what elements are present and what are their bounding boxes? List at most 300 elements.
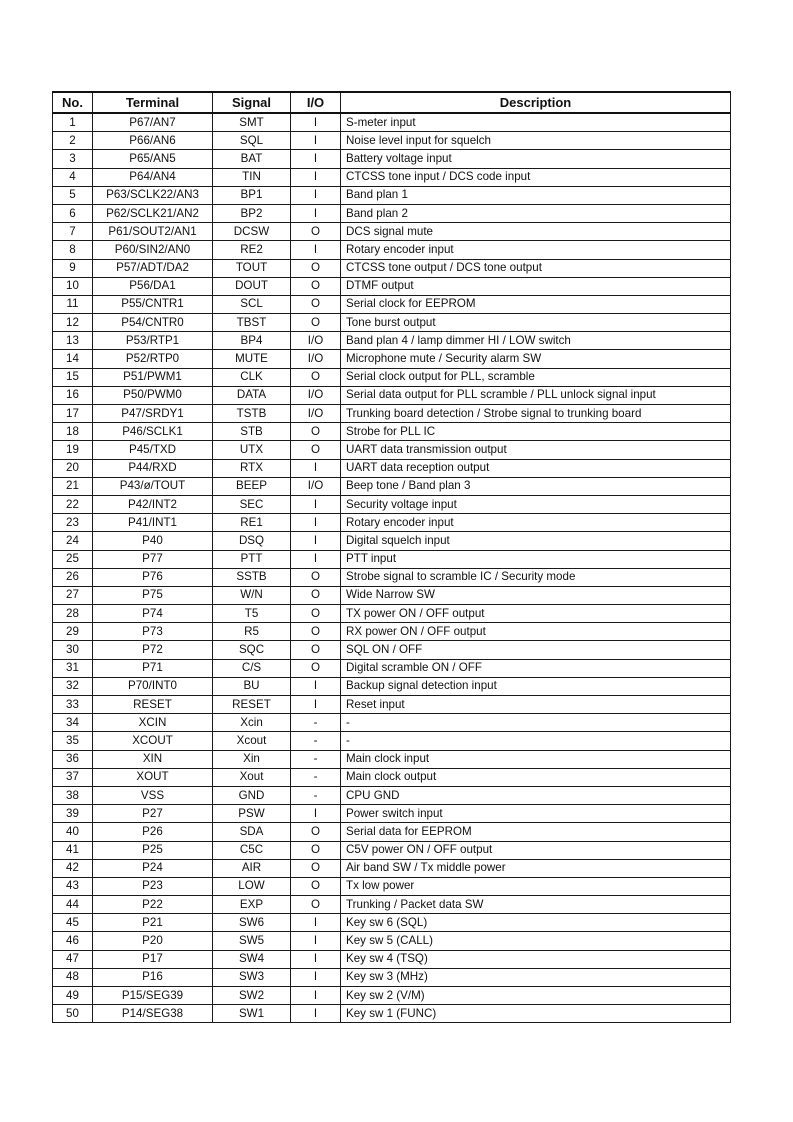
cell-terminal: P26 bbox=[93, 823, 213, 841]
cell-description: UART data reception output bbox=[341, 459, 731, 477]
cell-io: I/O bbox=[291, 477, 341, 495]
cell-no: 25 bbox=[53, 550, 93, 568]
cell-signal: TBST bbox=[213, 314, 291, 332]
cell-terminal: P67/AN7 bbox=[93, 113, 213, 132]
cell-no: 48 bbox=[53, 968, 93, 986]
cell-terminal: P62/SCLK21/AN2 bbox=[93, 204, 213, 222]
cell-description: Rotary encoder input bbox=[341, 241, 731, 259]
cell-no: 45 bbox=[53, 914, 93, 932]
table-row bbox=[53, 241, 731, 259]
cell-io: I bbox=[291, 914, 341, 932]
cell-io: I bbox=[291, 204, 341, 222]
table-row bbox=[53, 641, 731, 659]
cell-no: 23 bbox=[53, 514, 93, 532]
cell-description: Strobe for PLL IC bbox=[341, 423, 731, 441]
table-row bbox=[53, 623, 731, 641]
cell-description: Key sw 2 (V/M) bbox=[341, 987, 731, 1005]
cell-no: 40 bbox=[53, 823, 93, 841]
cell-io: I bbox=[291, 459, 341, 477]
cell-signal: PTT bbox=[213, 550, 291, 568]
table-row bbox=[53, 150, 731, 168]
cell-signal: MUTE bbox=[213, 350, 291, 368]
cell-description: Digital squelch input bbox=[341, 532, 731, 550]
table-row bbox=[53, 859, 731, 877]
cell-signal: Xout bbox=[213, 768, 291, 786]
cell-no: 49 bbox=[53, 987, 93, 1005]
cell-signal: DOUT bbox=[213, 277, 291, 295]
cell-no: 30 bbox=[53, 641, 93, 659]
cell-no: 36 bbox=[53, 750, 93, 768]
cell-description: Main clock input bbox=[341, 750, 731, 768]
cell-signal: SMT bbox=[213, 113, 291, 132]
cell-no: 28 bbox=[53, 605, 93, 623]
cell-description: - bbox=[341, 714, 731, 732]
cell-description: Band plan 2 bbox=[341, 204, 731, 222]
cell-no: 27 bbox=[53, 586, 93, 604]
cell-terminal: P42/INT2 bbox=[93, 495, 213, 513]
cell-no: 42 bbox=[53, 859, 93, 877]
cell-io: I bbox=[291, 550, 341, 568]
cell-terminal: P76 bbox=[93, 568, 213, 586]
cell-description: Main clock output bbox=[341, 768, 731, 786]
cell-description: Digital scramble ON / OFF bbox=[341, 659, 731, 677]
cell-terminal: P45/TXD bbox=[93, 441, 213, 459]
cell-io: O bbox=[291, 623, 341, 641]
cell-description: Wide Narrow SW bbox=[341, 586, 731, 604]
cell-terminal: XCIN bbox=[93, 714, 213, 732]
cell-terminal: P20 bbox=[93, 932, 213, 950]
cell-signal: Xcin bbox=[213, 714, 291, 732]
cell-terminal: P51/PWM1 bbox=[93, 368, 213, 386]
cell-no: 44 bbox=[53, 896, 93, 914]
cell-no: 38 bbox=[53, 786, 93, 804]
cell-io: O bbox=[291, 586, 341, 604]
cell-signal: BEEP bbox=[213, 477, 291, 495]
table-row bbox=[53, 605, 731, 623]
cell-signal: SW3 bbox=[213, 968, 291, 986]
cell-signal: W/N bbox=[213, 586, 291, 604]
cell-io: O bbox=[291, 841, 341, 859]
cell-no: 31 bbox=[53, 659, 93, 677]
cell-io: I bbox=[291, 150, 341, 168]
cell-signal: Xcout bbox=[213, 732, 291, 750]
table-row bbox=[53, 968, 731, 986]
cell-description: Key sw 1 (FUNC) bbox=[341, 1005, 731, 1023]
cell-no: 20 bbox=[53, 459, 93, 477]
cell-signal: SCL bbox=[213, 295, 291, 313]
table-row bbox=[53, 659, 731, 677]
cell-no: 37 bbox=[53, 768, 93, 786]
cell-no: 47 bbox=[53, 950, 93, 968]
cell-signal: SW6 bbox=[213, 914, 291, 932]
table-row bbox=[53, 950, 731, 968]
cell-description: SQL ON / OFF bbox=[341, 641, 731, 659]
cell-no: 6 bbox=[53, 204, 93, 222]
table-row bbox=[53, 168, 731, 186]
table-row bbox=[53, 896, 731, 914]
cell-terminal: P43/ø/TOUT bbox=[93, 477, 213, 495]
cell-terminal: P72 bbox=[93, 641, 213, 659]
cell-signal: SDA bbox=[213, 823, 291, 841]
cell-description: Trunking / Packet data SW bbox=[341, 896, 731, 914]
header-signal: Signal bbox=[213, 92, 291, 113]
table-row bbox=[53, 750, 731, 768]
table-row bbox=[53, 714, 731, 732]
cell-terminal: P46/SCLK1 bbox=[93, 423, 213, 441]
table-row bbox=[53, 987, 731, 1005]
cell-io: I bbox=[291, 677, 341, 695]
header-row bbox=[53, 92, 731, 113]
cell-signal: CLK bbox=[213, 368, 291, 386]
cell-signal: STB bbox=[213, 423, 291, 441]
cell-no: 26 bbox=[53, 568, 93, 586]
cell-signal: BP1 bbox=[213, 186, 291, 204]
cell-signal: RTX bbox=[213, 459, 291, 477]
cell-signal: SW2 bbox=[213, 987, 291, 1005]
cell-no: 43 bbox=[53, 877, 93, 895]
cell-description: Band plan 1 bbox=[341, 186, 731, 204]
cell-no: 11 bbox=[53, 295, 93, 313]
cell-io: I/O bbox=[291, 386, 341, 404]
cell-signal: AIR bbox=[213, 859, 291, 877]
cell-no: 2 bbox=[53, 132, 93, 150]
cell-terminal: P66/AN6 bbox=[93, 132, 213, 150]
cell-no: 4 bbox=[53, 168, 93, 186]
cell-signal: DSQ bbox=[213, 532, 291, 550]
cell-terminal: P63/SCLK22/AN3 bbox=[93, 186, 213, 204]
cell-terminal: P71 bbox=[93, 659, 213, 677]
cell-terminal: P65/AN5 bbox=[93, 150, 213, 168]
cell-signal: SW4 bbox=[213, 950, 291, 968]
table-row bbox=[53, 186, 731, 204]
cell-terminal: P73 bbox=[93, 623, 213, 641]
cell-io: O bbox=[291, 423, 341, 441]
cell-signal: BAT bbox=[213, 150, 291, 168]
cell-no: 8 bbox=[53, 241, 93, 259]
table-row bbox=[53, 696, 731, 714]
cell-description: CPU GND bbox=[341, 786, 731, 804]
cell-io: O bbox=[291, 859, 341, 877]
cell-no: 10 bbox=[53, 277, 93, 295]
cell-signal: TSTB bbox=[213, 405, 291, 423]
cell-io: - bbox=[291, 714, 341, 732]
cell-io: I bbox=[291, 113, 341, 132]
cell-io: O bbox=[291, 896, 341, 914]
cell-description: Tx low power bbox=[341, 877, 731, 895]
table-row bbox=[53, 204, 731, 222]
cell-terminal: P23 bbox=[93, 877, 213, 895]
cell-io: I/O bbox=[291, 405, 341, 423]
cell-description: Beep tone / Band plan 3 bbox=[341, 477, 731, 495]
cell-description: Key sw 4 (TSQ) bbox=[341, 950, 731, 968]
header-terminal: Terminal bbox=[93, 92, 213, 113]
table-row bbox=[53, 568, 731, 586]
cell-no: 5 bbox=[53, 186, 93, 204]
cell-terminal: P17 bbox=[93, 950, 213, 968]
cell-io: I bbox=[291, 241, 341, 259]
cell-io: - bbox=[291, 786, 341, 804]
cell-description: CTCSS tone input / DCS code input bbox=[341, 168, 731, 186]
cell-io: I bbox=[291, 168, 341, 186]
cell-description: Reset input bbox=[341, 696, 731, 714]
table-row bbox=[53, 805, 731, 823]
cell-signal: SQC bbox=[213, 641, 291, 659]
cell-signal: C/S bbox=[213, 659, 291, 677]
table-row bbox=[53, 550, 731, 568]
table-row bbox=[53, 441, 731, 459]
cell-no: 24 bbox=[53, 532, 93, 550]
cell-signal: TIN bbox=[213, 168, 291, 186]
cell-terminal: P44/RXD bbox=[93, 459, 213, 477]
cell-description: Strobe signal to scramble IC / Security mode bbox=[341, 568, 731, 586]
cell-io: O bbox=[291, 368, 341, 386]
cell-description: Key sw 3 (MHz) bbox=[341, 968, 731, 986]
cell-signal: Xin bbox=[213, 750, 291, 768]
cell-terminal: P53/RTP1 bbox=[93, 332, 213, 350]
cell-signal: SW1 bbox=[213, 1005, 291, 1023]
cell-terminal: P14/SEG38 bbox=[93, 1005, 213, 1023]
cell-terminal: P40 bbox=[93, 532, 213, 550]
table-row bbox=[53, 332, 731, 350]
cell-signal: R5 bbox=[213, 623, 291, 641]
cell-signal: RESET bbox=[213, 696, 291, 714]
cell-no: 15 bbox=[53, 368, 93, 386]
cell-no: 12 bbox=[53, 314, 93, 332]
cell-no: 35 bbox=[53, 732, 93, 750]
table-row bbox=[53, 823, 731, 841]
cell-description: CTCSS tone output / DCS tone output bbox=[341, 259, 731, 277]
cell-signal: PSW bbox=[213, 805, 291, 823]
cell-description: Battery voltage input bbox=[341, 150, 731, 168]
table-row bbox=[53, 423, 731, 441]
cell-io: I bbox=[291, 1005, 341, 1023]
cell-description: Key sw 6 (SQL) bbox=[341, 914, 731, 932]
cell-terminal: P47/SRDY1 bbox=[93, 405, 213, 423]
cell-description: DTMF output bbox=[341, 277, 731, 295]
cell-no: 33 bbox=[53, 696, 93, 714]
cell-io: - bbox=[291, 750, 341, 768]
cell-description: S-meter input bbox=[341, 113, 731, 132]
cell-signal: DCSW bbox=[213, 223, 291, 241]
cell-signal: T5 bbox=[213, 605, 291, 623]
cell-signal: BU bbox=[213, 677, 291, 695]
cell-terminal: P22 bbox=[93, 896, 213, 914]
cell-io: - bbox=[291, 768, 341, 786]
table-row bbox=[53, 368, 731, 386]
header-io: I/O bbox=[291, 92, 341, 113]
cell-signal: SW5 bbox=[213, 932, 291, 950]
cell-no: 1 bbox=[53, 113, 93, 132]
cell-terminal: P75 bbox=[93, 586, 213, 604]
cell-io: O bbox=[291, 659, 341, 677]
cell-no: 50 bbox=[53, 1005, 93, 1023]
cell-no: 14 bbox=[53, 350, 93, 368]
cell-signal: RE2 bbox=[213, 241, 291, 259]
cell-terminal: P50/PWM0 bbox=[93, 386, 213, 404]
cell-no: 29 bbox=[53, 623, 93, 641]
cell-no: 21 bbox=[53, 477, 93, 495]
table-row bbox=[53, 350, 731, 368]
cell-no: 32 bbox=[53, 677, 93, 695]
cell-description: Noise level input for squelch bbox=[341, 132, 731, 150]
cell-io: I bbox=[291, 532, 341, 550]
cell-description: Backup signal detection input bbox=[341, 677, 731, 695]
cell-signal: UTX bbox=[213, 441, 291, 459]
cell-no: 7 bbox=[53, 223, 93, 241]
cell-description: UART data transmission output bbox=[341, 441, 731, 459]
cell-no: 19 bbox=[53, 441, 93, 459]
cell-io: I bbox=[291, 132, 341, 150]
cell-description: Microphone mute / Security alarm SW bbox=[341, 350, 731, 368]
cell-no: 13 bbox=[53, 332, 93, 350]
cell-description: Security voltage input bbox=[341, 495, 731, 513]
table-row bbox=[53, 259, 731, 277]
cell-terminal: P27 bbox=[93, 805, 213, 823]
cell-signal: C5C bbox=[213, 841, 291, 859]
cell-terminal: P60/SIN2/AN0 bbox=[93, 241, 213, 259]
cell-description: Serial clock for EEPROM bbox=[341, 295, 731, 313]
table-row bbox=[53, 113, 731, 132]
table-row bbox=[53, 132, 731, 150]
table-row bbox=[53, 914, 731, 932]
cell-io: O bbox=[291, 823, 341, 841]
cell-terminal: XOUT bbox=[93, 768, 213, 786]
cell-terminal: P25 bbox=[93, 841, 213, 859]
cell-terminal: RESET bbox=[93, 696, 213, 714]
table-row bbox=[53, 514, 731, 532]
cell-io: I bbox=[291, 495, 341, 513]
cell-terminal: P21 bbox=[93, 914, 213, 932]
cell-no: 17 bbox=[53, 405, 93, 423]
cell-io: I bbox=[291, 987, 341, 1005]
cell-io: I bbox=[291, 805, 341, 823]
cell-description: Serial clock output for PLL, scramble bbox=[341, 368, 731, 386]
cell-terminal: P15/SEG39 bbox=[93, 987, 213, 1005]
table-row bbox=[53, 768, 731, 786]
cell-io: I/O bbox=[291, 350, 341, 368]
table-row bbox=[53, 877, 731, 895]
cell-description: Power switch input bbox=[341, 805, 731, 823]
cell-description: Air band SW / Tx middle power bbox=[341, 859, 731, 877]
cell-terminal: XCOUT bbox=[93, 732, 213, 750]
cell-terminal: P52/RTP0 bbox=[93, 350, 213, 368]
table-row bbox=[53, 405, 731, 423]
pin-assignment-table bbox=[52, 91, 731, 1023]
cell-io: I bbox=[291, 186, 341, 204]
header-description: Description bbox=[341, 92, 731, 113]
cell-description: DCS signal mute bbox=[341, 223, 731, 241]
cell-io: O bbox=[291, 877, 341, 895]
cell-terminal: P61/SOUT2/AN1 bbox=[93, 223, 213, 241]
cell-description: Serial data for EEPROM bbox=[341, 823, 731, 841]
cell-io: O bbox=[291, 295, 341, 313]
cell-signal: DATA bbox=[213, 386, 291, 404]
cell-io: I bbox=[291, 696, 341, 714]
table-row bbox=[53, 677, 731, 695]
cell-signal: RE1 bbox=[213, 514, 291, 532]
table-row bbox=[53, 841, 731, 859]
cell-io: I/O bbox=[291, 332, 341, 350]
table-row bbox=[53, 786, 731, 804]
table-header bbox=[53, 92, 731, 113]
cell-description: Tone burst output bbox=[341, 314, 731, 332]
cell-terminal: P24 bbox=[93, 859, 213, 877]
cell-terminal: P55/CNTR1 bbox=[93, 295, 213, 313]
cell-signal: LOW bbox=[213, 877, 291, 895]
cell-io: O bbox=[291, 641, 341, 659]
cell-terminal: P56/DA1 bbox=[93, 277, 213, 295]
cell-description: C5V power ON / OFF output bbox=[341, 841, 731, 859]
table-row bbox=[53, 277, 731, 295]
cell-io: O bbox=[291, 277, 341, 295]
cell-no: 22 bbox=[53, 495, 93, 513]
cell-io: O bbox=[291, 441, 341, 459]
cell-terminal: P64/AN4 bbox=[93, 168, 213, 186]
cell-io: I bbox=[291, 514, 341, 532]
table-row bbox=[53, 386, 731, 404]
cell-terminal: P74 bbox=[93, 605, 213, 623]
table-row bbox=[53, 586, 731, 604]
table-row bbox=[53, 223, 731, 241]
cell-description: - bbox=[341, 732, 731, 750]
cell-terminal: P77 bbox=[93, 550, 213, 568]
cell-description: PTT input bbox=[341, 550, 731, 568]
cell-no: 41 bbox=[53, 841, 93, 859]
cell-no: 46 bbox=[53, 932, 93, 950]
table-row bbox=[53, 495, 731, 513]
cell-no: 16 bbox=[53, 386, 93, 404]
cell-signal: BP2 bbox=[213, 204, 291, 222]
cell-io: O bbox=[291, 568, 341, 586]
cell-io: O bbox=[291, 259, 341, 277]
cell-io: O bbox=[291, 223, 341, 241]
cell-signal: BP4 bbox=[213, 332, 291, 350]
cell-terminal: P54/CNTR0 bbox=[93, 314, 213, 332]
table-row bbox=[53, 459, 731, 477]
cell-no: 34 bbox=[53, 714, 93, 732]
cell-terminal: XIN bbox=[93, 750, 213, 768]
cell-io: O bbox=[291, 605, 341, 623]
cell-description: TX power ON / OFF output bbox=[341, 605, 731, 623]
cell-signal: SEC bbox=[213, 495, 291, 513]
cell-description: Serial data output for PLL scramble / PLL unlock signal input bbox=[341, 386, 731, 404]
header-no: No. bbox=[53, 92, 93, 113]
cell-terminal: P41/INT1 bbox=[93, 514, 213, 532]
table-row bbox=[53, 732, 731, 750]
cell-no: 18 bbox=[53, 423, 93, 441]
table-row bbox=[53, 477, 731, 495]
cell-no: 9 bbox=[53, 259, 93, 277]
cell-no: 39 bbox=[53, 805, 93, 823]
cell-signal: SSTB bbox=[213, 568, 291, 586]
cell-io: I bbox=[291, 932, 341, 950]
cell-terminal: P16 bbox=[93, 968, 213, 986]
cell-io: I bbox=[291, 950, 341, 968]
table-row bbox=[53, 1005, 731, 1023]
cell-signal: GND bbox=[213, 786, 291, 804]
table-row bbox=[53, 314, 731, 332]
cell-terminal: P57/ADT/DA2 bbox=[93, 259, 213, 277]
cell-signal: SQL bbox=[213, 132, 291, 150]
table-row bbox=[53, 295, 731, 313]
table-body bbox=[53, 113, 731, 1023]
cell-description: Rotary encoder input bbox=[341, 514, 731, 532]
cell-description: RX power ON / OFF output bbox=[341, 623, 731, 641]
cell-terminal: VSS bbox=[93, 786, 213, 804]
table-row bbox=[53, 532, 731, 550]
cell-description: Band plan 4 / lamp dimmer HI / LOW switch bbox=[341, 332, 731, 350]
cell-description: Trunking board detection / Strobe signal to trunking board bbox=[341, 405, 731, 423]
